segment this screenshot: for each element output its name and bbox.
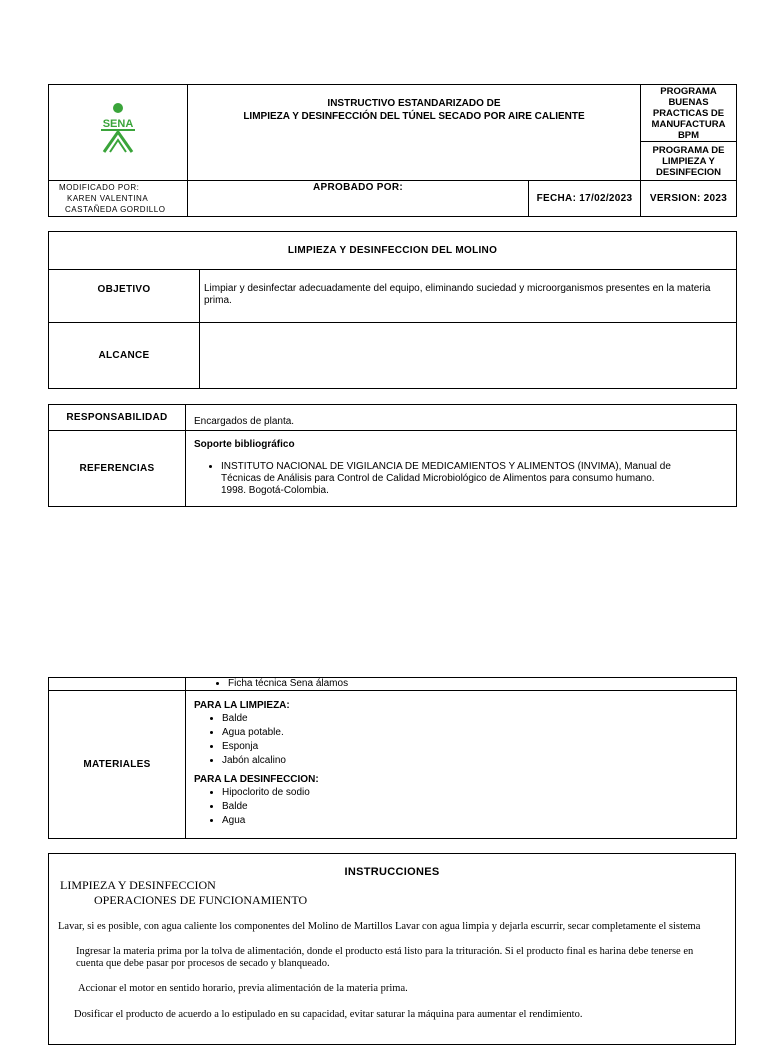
approved-label: APROBADO POR: (312, 182, 403, 193)
modified-cell (49, 181, 188, 217)
desinfeccion-item: • Agua (222, 814, 736, 828)
desinfeccion-list (194, 786, 736, 828)
instructions-p2: Ingresar la materia prima por la tolva de alimentación, donde el producto está listo para la trituración. Si el producto final es harina debe tenerse en cuenta que debe pasar por procesos de secado y blanqueado. (76, 946, 694, 969)
program-limpieza: PROGRAMA DE LIMPIEZA Y DESINFECION (641, 142, 737, 181)
instructions-p4: Dosificar el producto de acuerdo a lo estipulado en su capacidad, evitar saturar la máquina para aumentar el rendimiento. (74, 1009, 583, 1020)
modified-name1: KAREN VALENTINA (67, 194, 149, 203)
doc-title-cell (188, 85, 641, 181)
desinfeccion-heading: PARA LA DESINFECCION: (194, 774, 319, 785)
alcance-label: ALCANCE (49, 323, 200, 389)
date-cell: FECHA: 17/02/2023 (529, 181, 641, 217)
limpieza-item: • Agua potable. (222, 726, 736, 740)
ref-cont-empty (49, 678, 186, 691)
instructions-sub2: OPERACIONES DE FUNCIONAMIENTO (94, 893, 308, 907)
objetivo-text: Limpiar y desinfectar adecuadamente del equipo, eliminando suciedad y microorganismos presentes en la materia prima. (200, 270, 737, 323)
referencias-label: REFERENCIAS (49, 431, 186, 507)
limpieza-item: • Jabón alcalino (222, 754, 736, 768)
ref-cont-item: • Ficha técnica Sena álamos (228, 678, 736, 689)
limpieza-item: • Esponja (222, 740, 736, 754)
referencias-cell (186, 431, 737, 507)
objetivo-table (48, 231, 737, 389)
instructions-p3: Accionar el motor en sentido horario, previa alimentación de la materia prima. (78, 983, 408, 994)
instructions-sub1: LIMPIEZA Y DESINFECCION (60, 878, 216, 892)
modified-name2: CASTAÑEDA GORDILLO (65, 205, 166, 214)
section-title: LIMPIEZA Y DESINFECCION DEL MOLINO (49, 232, 737, 270)
materiales-label: MATERIALES (49, 691, 186, 839)
desinfeccion-item: • Balde (222, 800, 736, 814)
materiales-table (48, 677, 737, 839)
instructions-title: INSTRUCCIONES (344, 866, 440, 878)
responsabilidad-label: RESPONSABILIDAD (49, 405, 186, 431)
limpieza-heading: PARA LA LIMPIEZA: (194, 700, 290, 711)
doc-title-line2: LIMPIEZA Y DESINFECCIÓN DEL TÚNEL SECADO POR AIRE CALIENTE (243, 111, 585, 122)
program-bpm: PROGRAMA BUENAS PRACTICAS DE MANUFACTURA BPM (641, 85, 737, 142)
svg-text:SENA: SENA (102, 118, 134, 130)
modified-label: MODIFICADO POR: (59, 183, 140, 192)
responsabilidad-text: Encargados de planta. (186, 405, 737, 431)
instructions-box (48, 853, 736, 1045)
materiales-cell (186, 691, 737, 839)
referencias-item: • INSTITUTO NACIONAL DE VIGILANCIA DE MEDICAMIENTOS Y ALIMENTOS (INVIMA), Manual de Técnicas de Análisis para Control de Calidad Microbiológico de Alimentos para consumo humano. 1998. Bogotá-Colombia. (221, 461, 676, 497)
header-table (48, 84, 737, 217)
ref-cont-cell (186, 678, 737, 691)
limpieza-list (194, 712, 736, 768)
limpieza-heading-text: PARA LA LIMPIEZA (194, 700, 287, 711)
desinfeccion-item: • Hipoclorito de sodio (222, 786, 736, 800)
limpieza-item: • Balde (222, 712, 736, 726)
referencias-heading: Soporte bibliográfico (194, 439, 295, 450)
approved-cell (188, 181, 529, 217)
version-cell: VERSION: 2023 (641, 181, 737, 217)
sena-logo-icon (88, 100, 148, 160)
alcance-text (200, 323, 737, 389)
responsabilidad-table (48, 404, 737, 507)
doc-title-line1: INSTRUCTIVO ESTANDARIZADO DE (327, 98, 501, 109)
referencias-list (194, 461, 676, 497)
objetivo-label: OBJETIVO (49, 270, 200, 323)
instructions-p1: Lavar, si es posible, con agua caliente los componentes del Molino de Martillos Lavar con agua limpia y dejarla escurrir, secar completamente el sistema (58, 921, 701, 932)
logo-cell (49, 85, 188, 181)
desinfeccion-heading-text: PARA LA DESINFECCION (194, 774, 316, 785)
ref-cont-list (186, 678, 736, 689)
